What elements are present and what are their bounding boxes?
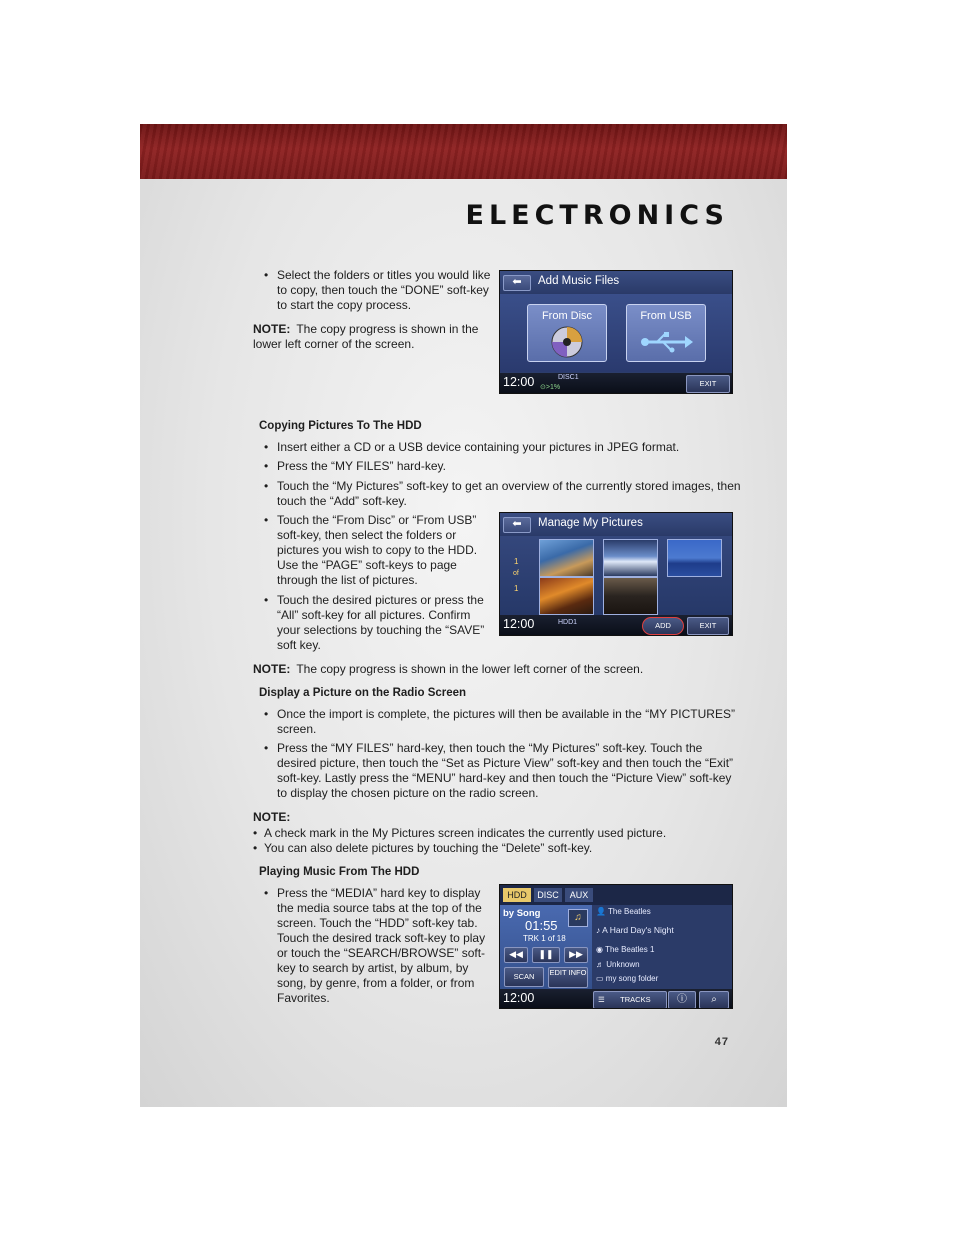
section-title: ELECTRONICS	[465, 200, 729, 231]
genre-icon: ♬	[596, 960, 604, 969]
status-bar	[500, 373, 732, 393]
usb-icon	[639, 331, 693, 353]
tracks-label: TRACKS	[620, 995, 651, 1004]
album-icon: ◉	[596, 945, 603, 954]
header-banner	[140, 124, 787, 179]
album-row	[596, 945, 654, 954]
picture-thumbnail[interactable]	[603, 577, 658, 615]
display-picture-heading: Display a Picture on the Radio Screen	[259, 687, 467, 699]
progress-value: 1%	[549, 384, 561, 391]
back-arrow-icon[interactable]: ⬅	[503, 275, 531, 291]
track-count: TRK 1 of 18	[523, 934, 566, 943]
playing-bullet-1: • Press the “MEDIA” hard key to display the media source tabs at the top of the screen. Touch the “HDD” soft-key tab. Touch the desired track soft-key to play or touch the “SEARCH/BROWSE” soft-key to search by artist, by album, by song, by genre, from a folder, or from Favorites.	[264, 886, 493, 1006]
copy-bullet-5: • Touch the desired pictures or press the “All” soft-key for all pictures. Confirm your selections by touching the “SAVE” soft key.	[264, 593, 493, 653]
add-music-screen	[499, 270, 733, 394]
disc-icon	[550, 325, 584, 359]
genre-row	[596, 960, 640, 969]
picture-thumbnail[interactable]	[603, 539, 658, 577]
add-button[interactable]: ADD	[642, 617, 684, 635]
artist-icon: 👤	[596, 907, 606, 916]
info-icon[interactable]: ⓘ	[668, 991, 696, 1009]
picture-thumbnail[interactable]	[539, 539, 594, 577]
page-of: of	[513, 570, 519, 577]
media-screen	[499, 884, 733, 1009]
list-icon: ☰	[598, 995, 605, 1004]
copy-progress: ⊙>1%	[540, 384, 561, 391]
tab-disc[interactable]: DISC	[534, 888, 562, 902]
folder-name: my song folder	[605, 974, 659, 983]
tab-hdd[interactable]: HDD	[503, 888, 531, 902]
exit-button[interactable]: EXIT	[686, 375, 730, 393]
from-disc-label: From Disc	[541, 310, 593, 322]
status-bar	[500, 989, 732, 1008]
screen-title: Add Music Files	[538, 275, 620, 287]
song-row	[596, 925, 674, 935]
intro-note	[253, 322, 491, 352]
copy-pictures-heading: Copying Pictures To The HDD	[259, 420, 422, 432]
note-label: NOTE:	[253, 662, 291, 676]
display-bullet-1: • Once the import is complete, the pictures will then be available in the “MY PICTURES” screen.	[264, 707, 739, 737]
artist-row	[596, 907, 651, 916]
note-text: The copy progress is shown in the lower left corner of the screen.	[253, 322, 479, 351]
tracks-button[interactable]	[593, 991, 667, 1009]
pause-icon[interactable]: ❚❚	[532, 947, 560, 963]
intro-bullet: • Select the folders or titles you would like to copy, then touch the “DONE” soft-key to start the copy process.	[264, 268, 497, 313]
display-bullet-2: • Press the “MY FILES” hard-key, then touch the “My Pictures” soft-key. Touch the desired picture, then touch the “Set as Picture View” soft-key and then touch the “Exit” soft-key. Lastly press the “MENU” hard-key and then touch the “Picture View” soft-key to display the chosen picture on the radio screen.	[264, 741, 739, 801]
note-text: The copy progress is shown in the lower left corner of the screen.	[296, 662, 644, 676]
copy-bullet-3: • Touch the “My Pictures” soft-key to get an overview of the currently stored images, then touch the “Add” soft-key.	[264, 479, 747, 509]
exit-button[interactable]: EXIT	[687, 617, 729, 635]
note2-bullet-2: • You can also delete pictures by touching the “Delete” soft-key.	[253, 841, 744, 856]
genre-name: Unknown	[606, 960, 640, 969]
page-current: 1	[514, 557, 519, 566]
back-arrow-icon[interactable]: ⬅	[503, 517, 531, 533]
screen-title: Manage My Pictures	[538, 517, 643, 529]
clock: 12:00	[503, 375, 535, 389]
source-tabs	[500, 885, 732, 905]
page-total: 1	[514, 584, 519, 593]
manage-pictures-screen	[499, 512, 733, 636]
rewind-icon[interactable]: ◀◀	[504, 947, 528, 963]
from-disc-button[interactable]	[527, 304, 607, 362]
playing-music-heading: Playing Music From The HDD	[259, 866, 420, 878]
from-usb-label: From USB	[640, 310, 692, 322]
artist-name: The Beatles	[608, 907, 651, 916]
clock: 12:00	[503, 991, 535, 1005]
playback-panel	[500, 905, 592, 989]
clock: 12:00	[503, 617, 535, 631]
album-name: The Beatles 1	[605, 945, 655, 954]
status-bar	[500, 615, 732, 635]
note2-bullet-1: • A check mark in the My Pictures screen indicates the currently used picture.	[253, 826, 744, 841]
search-icon[interactable]: ⌕	[699, 991, 729, 1009]
edit-info-button[interactable]: EDIT INFO	[548, 967, 588, 988]
screen-body	[500, 536, 732, 615]
picture-thumbnail[interactable]	[539, 577, 594, 615]
track-info-panel	[592, 905, 732, 989]
copy-bullet-1: • Insert either a CD or a USB device containing your pictures in JPEG format.	[264, 440, 747, 455]
screen-title-bar	[500, 513, 732, 536]
note2-label: NOTE:	[253, 810, 291, 824]
song-icon: ♪	[596, 925, 601, 935]
play-time: 01:55	[525, 918, 558, 933]
tab-aux[interactable]: AUX	[565, 888, 593, 902]
copy-note	[253, 662, 733, 677]
favorite-note-icon[interactable]: ♫	[568, 909, 588, 927]
page-number: 47	[714, 1036, 729, 1048]
scan-button[interactable]: SCAN	[504, 967, 544, 987]
hdd-label: HDD1	[558, 619, 578, 626]
note-label: NOTE:	[253, 322, 291, 336]
screen-title-bar	[500, 271, 732, 294]
manual-page	[140, 124, 787, 1107]
fast-forward-icon[interactable]: ▶▶	[564, 947, 588, 963]
from-usb-button[interactable]	[626, 304, 706, 362]
picture-thumbnail[interactable]	[667, 539, 722, 577]
browse-mode: by Song	[503, 908, 541, 919]
disc-label: DISC1	[558, 374, 579, 381]
copy-bullet-4: • Touch the “From Disc” or “From USB” soft-key, then select the folders or pictures you wish to copy to the HDD. Use the “PAGE” soft-keys to page through the list of pictures.	[264, 513, 493, 588]
folder-icon: ▭	[596, 974, 604, 983]
copy-bullet-2: • Press the “MY FILES” hard-key.	[264, 459, 747, 474]
screen-body	[500, 294, 732, 372]
song-title: A Hard Day's Night	[602, 925, 674, 935]
folder-row	[596, 974, 658, 983]
